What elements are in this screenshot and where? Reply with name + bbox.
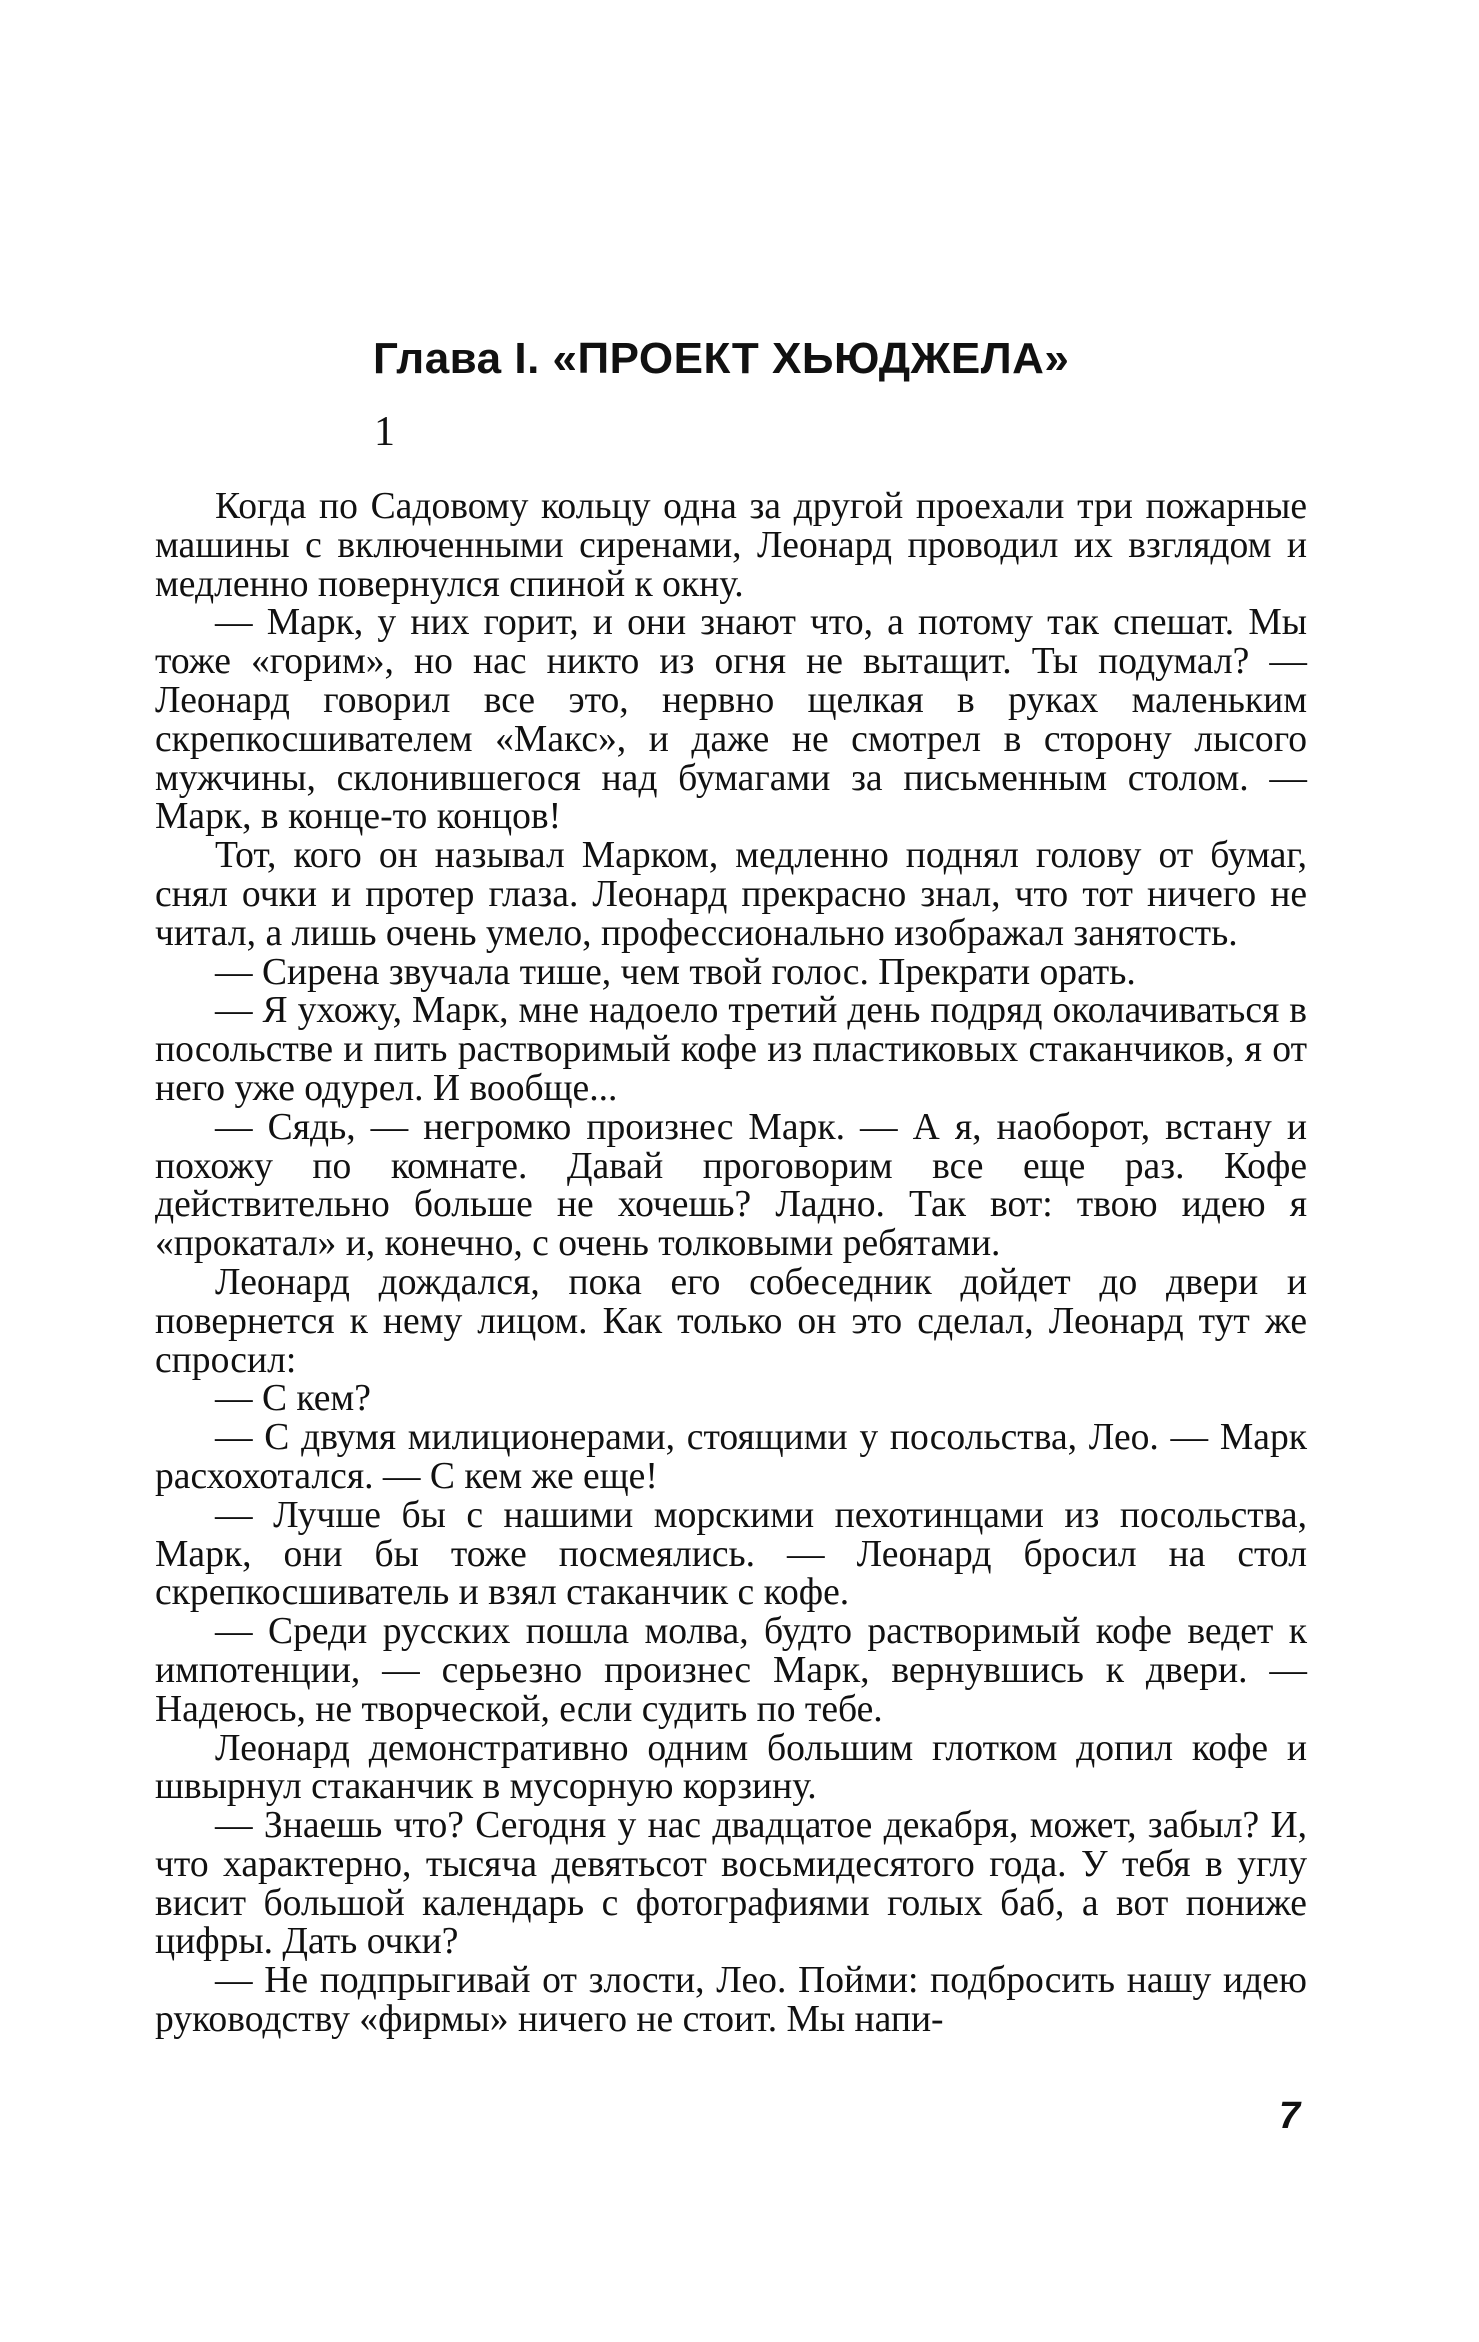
paragraph: — С кем?: [215, 1378, 371, 1420]
paragraph: Леонард демонстративно одним большим глотком допил кофе и швырнул стаканчик в мусорную корзину.: [155, 1727, 1307, 1808]
paragraph: Леонард дождался, пока его собеседник дойдет до двери и повернется к нему лицом. Как только он это сделал, Леонард тут же спросил:: [155, 1261, 1307, 1381]
section-number: 1: [374, 409, 395, 455]
paragraph: Тот, кого он называл Марком, медленно поднял голову от бумаг, снял очки и протер глаза. Леонард прекрасно знал, что тот ничего не читал, а лишь очень умело, профессионально изображал занятость.: [155, 835, 1307, 954]
paragraph: — С двумя милиционерами, стоящими у посольства, Лео. — Марк расхохотался. — С кем же еще!: [155, 1417, 1307, 1497]
paragraph: — Лучше бы с нашими морскими пехотинцами из посольства, Марк, они бы тоже посмеялись. — Леонард бросил на стол скрепкосшиватель и взял стаканчик с кофе.: [155, 1494, 1307, 1614]
paragraph: Когда по Садовому кольцу одна за другой проехали три пожарные машины с включенными сиренами, Леонард проводил их взглядом и медленно повернулся спиной к окну.: [155, 486, 1307, 605]
paragraph: — Сирена звучала тише, чем твой голос. Прекрати орать.: [215, 951, 1136, 993]
page-number: 7: [1279, 2095, 1301, 2137]
chapter-title: Глава I. «ПРОЕКТ ХЬЮДЖЕЛА»: [373, 334, 1070, 383]
paragraph: — Сядь, — негромко произнес Марк. — А я, наоборот, встану и похожу по комнате. Давай проговорим все еще раз. Кофе действительно больше не хочешь? Ладно. Так вот: твою идею я «прокатал» и, конечно, с очень толковыми ребятами.: [155, 1106, 1307, 1265]
paragraph: — Знаешь что? Сегодня у нас двадцатое декабря, может, забыл? И, что характерно, тысяча девятьсот восьмидесятого года. У тебя в углу висит большой календарь с фотографиями голых баб, а вот пониже цифры. Дать очки?: [155, 1805, 1307, 1963]
paragraph: — Я ухожу, Марк, мне надоело третий день подряд околачиваться в посольстве и пить растворимый кофе из пластиковых стаканчиков, я от него уже одурел. И вообще...: [155, 990, 1307, 1109]
body-text: [155, 488, 1307, 2040]
paragraph: — Марк, у них горит, и они знают что, а потому так спешат. Мы тоже «горим», но нас никто из огня не вытащит. Ты подумал? — Леонард говорил все это, нервно щелкая в руках маленьким скрепкосшивателем «Макс», и даже не смотрел в сторону лысого мужчины, склонившегося над бумагами за письменным столом. — Марк, в конце-то концов!: [155, 602, 1307, 838]
paragraph: — Не подпрыгивай от злости, Лео. Пойми: подбросить нашу идею руководству «фирмы» ничего не стоит. Мы напи-: [155, 1960, 1307, 2041]
paragraph: — Среди русских пошла молва, будто растворимый кофе ведет к импотенции, — серьезно произнес Марк, вернувшись к двери. — Надеюсь, не творческой, если судить по тебе.: [155, 1611, 1307, 1730]
